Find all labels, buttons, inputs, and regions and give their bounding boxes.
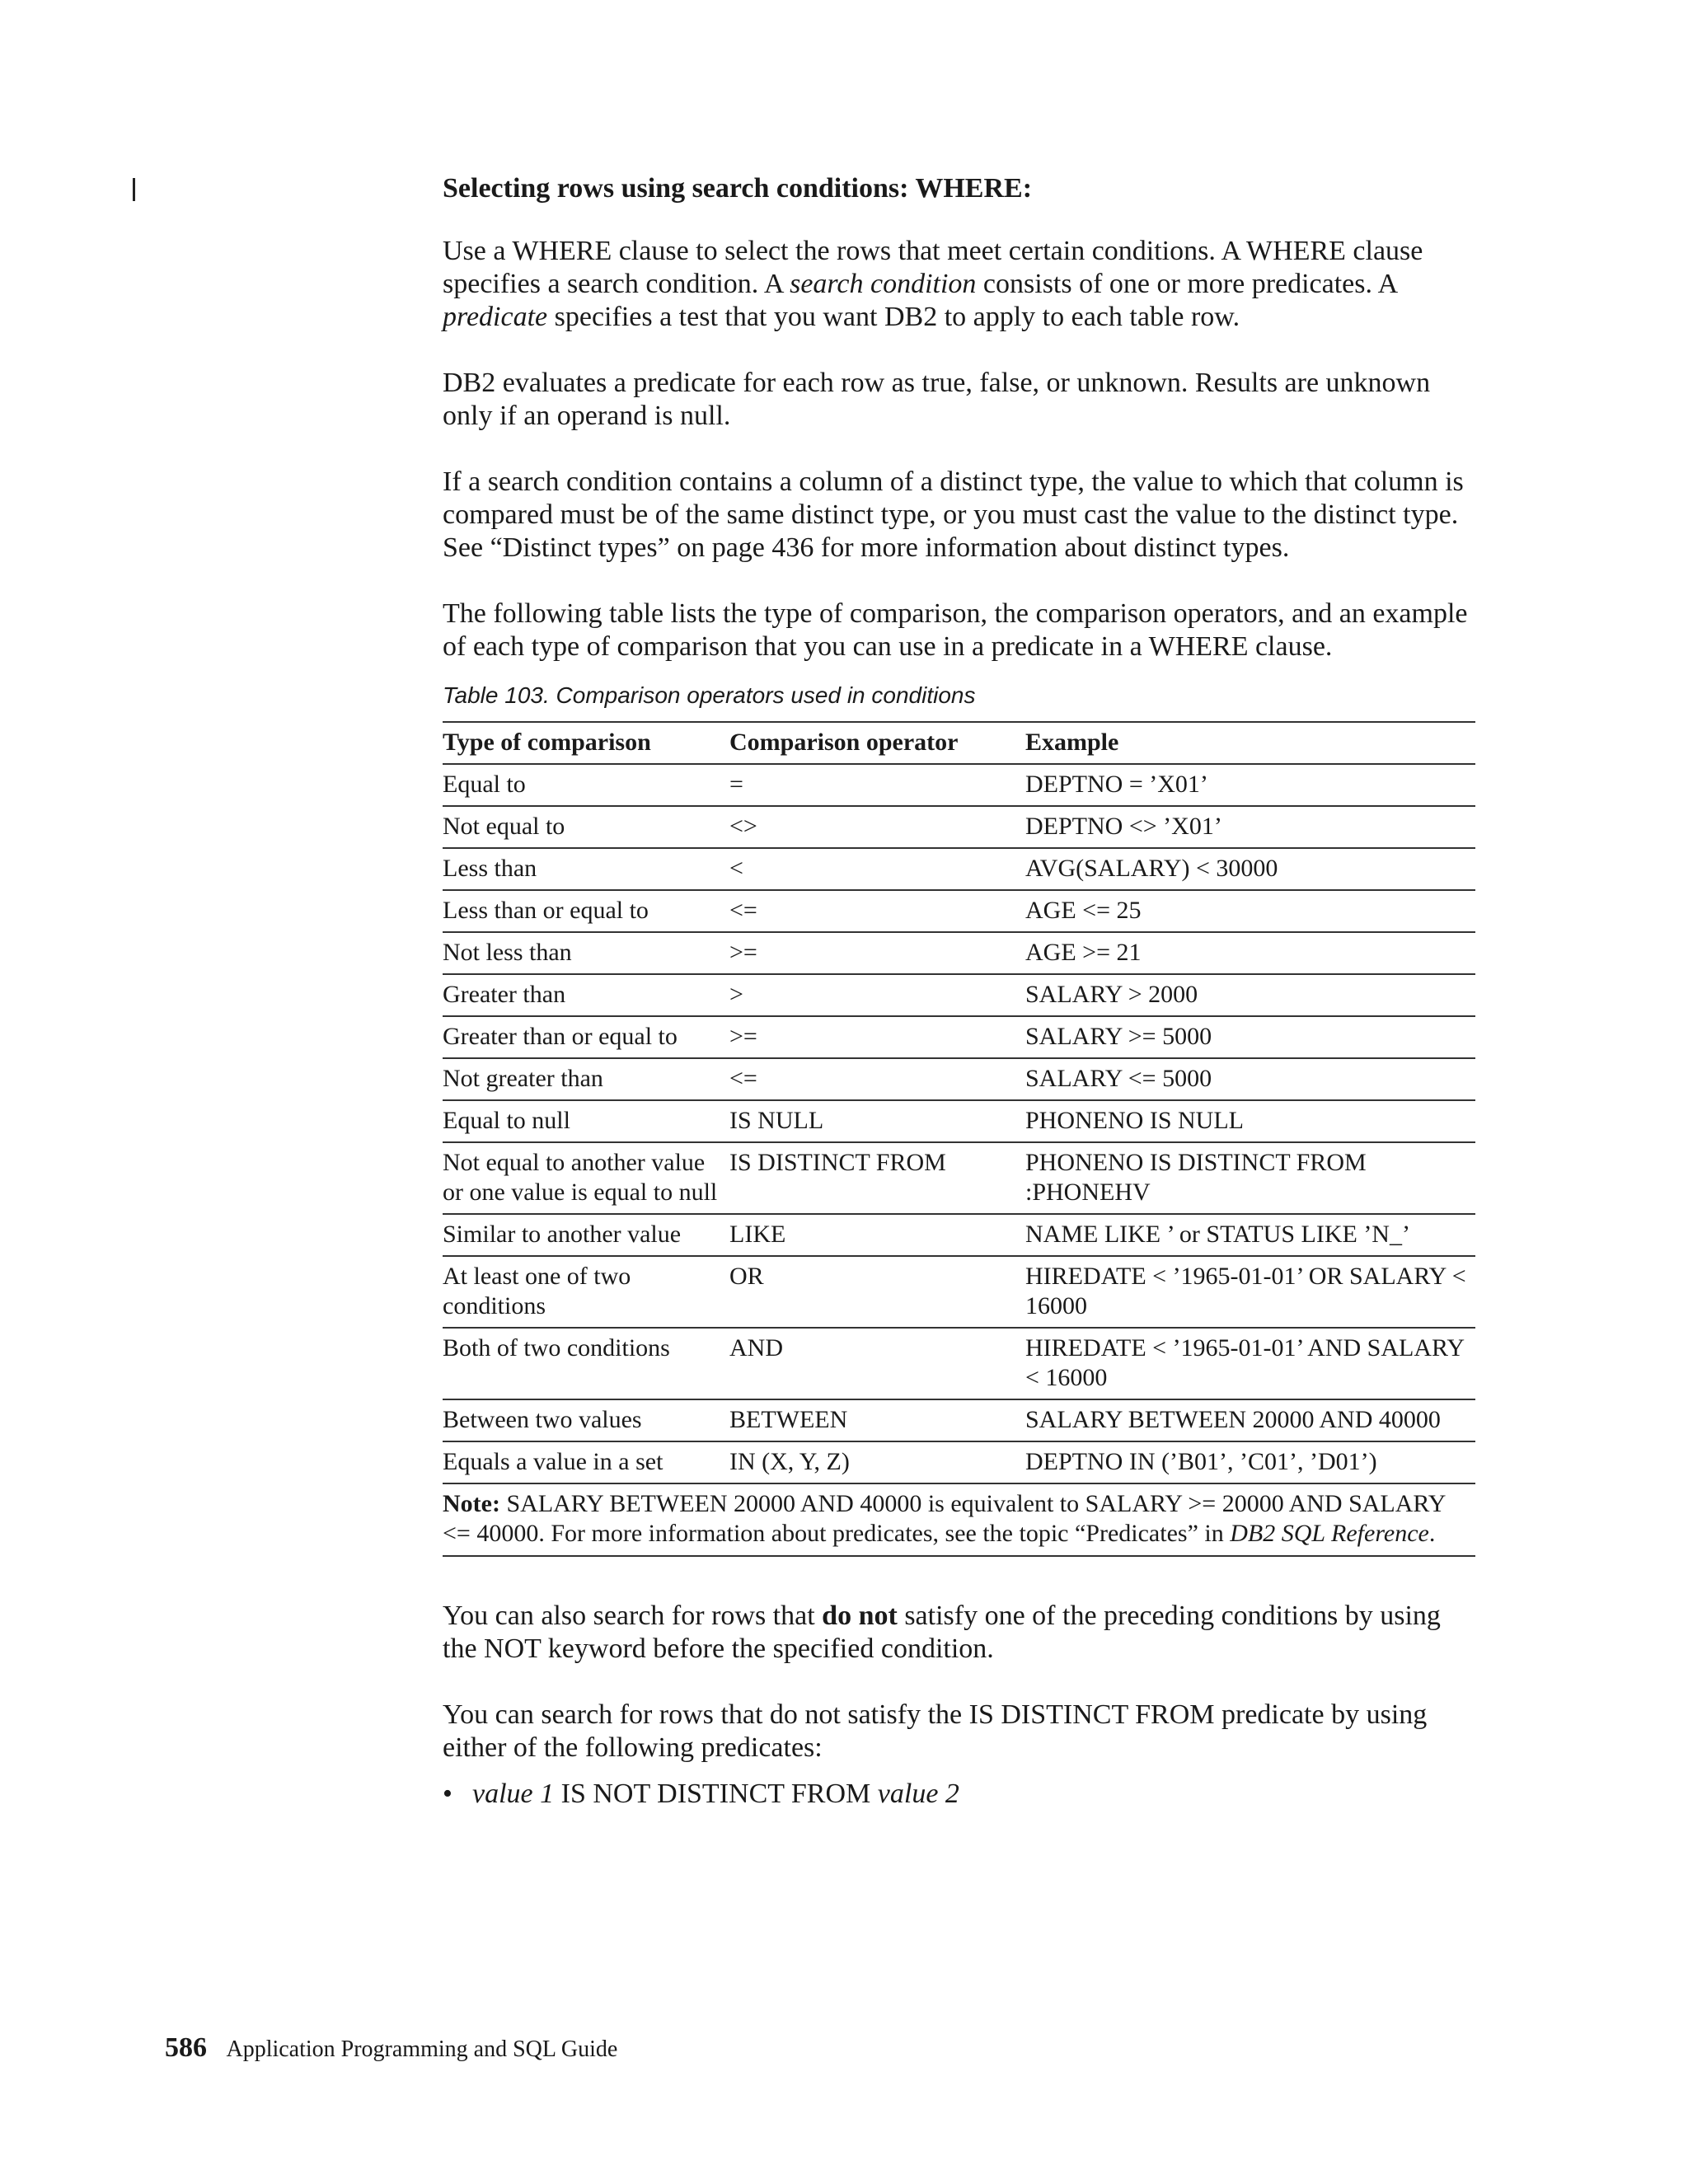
section-heading: Selecting rows using search conditions: WHERE: bbox=[443, 173, 1033, 204]
table-header-row bbox=[443, 722, 1475, 764]
placeholder-value-2: value 2 bbox=[877, 1779, 959, 1809]
cell-example: AGE <= 25 bbox=[1025, 890, 1475, 932]
paragraph-table-intro: The following table lists the type of comparison, the comparison operators, and an example of each type of comparison that you can use in a predicate in a WHERE clause. bbox=[443, 598, 1468, 662]
cell-operator: LIKE bbox=[729, 1214, 1025, 1256]
cell-operator: > bbox=[729, 974, 1025, 1016]
cell-type: At least one of two conditions bbox=[443, 1256, 729, 1328]
term-search-condition: search condition bbox=[790, 269, 977, 299]
emphasis-do-not: do not bbox=[822, 1601, 898, 1631]
revision-change-bar bbox=[133, 178, 135, 201]
page-content bbox=[443, 169, 1475, 1811]
cell-example: DEPTNO IN (’B01’, ’C01’, ’D01’) bbox=[1025, 1441, 1475, 1483]
cell-type: Less than or equal to bbox=[443, 890, 729, 932]
table-row bbox=[443, 806, 1475, 848]
text-run: specifies a test that you want DB2 to apply to each table row. bbox=[547, 302, 1240, 332]
comparison-operators-table bbox=[443, 721, 1475, 1557]
cell-operator: >= bbox=[729, 932, 1025, 974]
book-title: Application Programming and SQL Guide bbox=[226, 2036, 618, 2062]
note-reference-title: DB2 SQL Reference bbox=[1230, 1520, 1429, 1547]
table-row bbox=[443, 848, 1475, 890]
cell-operator: >= bbox=[729, 1016, 1025, 1058]
table-row bbox=[443, 1441, 1475, 1483]
cell-operator: IS DISTINCT FROM bbox=[729, 1142, 1025, 1214]
table-row bbox=[443, 1142, 1475, 1214]
cell-example: HIREDATE < ’1965-01-01’ OR SALARY < 16000 bbox=[1025, 1256, 1475, 1328]
predicate-list bbox=[443, 1778, 1475, 1811]
cell-example: SALARY > 2000 bbox=[1025, 974, 1475, 1016]
cell-operator: < bbox=[729, 848, 1025, 890]
page-number: 586 bbox=[165, 2032, 207, 2063]
paragraph-not-keyword bbox=[443, 1600, 1475, 1666]
cell-operator: BETWEEN bbox=[729, 1399, 1025, 1441]
term-predicate: predicate bbox=[443, 302, 548, 332]
list-item bbox=[443, 1778, 1475, 1811]
table-row bbox=[443, 890, 1475, 932]
cell-example: SALARY >= 5000 bbox=[1025, 1016, 1475, 1058]
column-header-type: Type of comparison bbox=[443, 722, 729, 764]
table-row bbox=[443, 1016, 1475, 1058]
table-row bbox=[443, 1328, 1475, 1399]
cell-example: AGE >= 21 bbox=[1025, 932, 1475, 974]
cell-operator: <= bbox=[729, 1058, 1025, 1100]
cell-example: PHONENO IS NULL bbox=[1025, 1100, 1475, 1142]
column-header-example: Example bbox=[1025, 722, 1475, 764]
table-row bbox=[443, 1256, 1475, 1328]
cell-type: Equal to null bbox=[443, 1100, 729, 1142]
table-caption: Table 103. Comparison operators used in conditions bbox=[443, 682, 976, 708]
cell-type: Greater than bbox=[443, 974, 729, 1016]
cell-operator: IS NULL bbox=[729, 1100, 1025, 1142]
paragraph-is-distinct-from: You can search for rows that do not satisfy the IS DISTINCT FROM predicate by using either of the following predicates: bbox=[443, 1699, 1428, 1763]
note-text: SALARY BETWEEN 20000 AND 40000 is equivalent to SALARY >= 20000 AND SALARY <= 40000. For more information about predicates, see the topic “Predicates” in bbox=[443, 1490, 1446, 1547]
cell-example: SALARY BETWEEN 20000 AND 40000 bbox=[1025, 1399, 1475, 1441]
table-row bbox=[443, 974, 1475, 1016]
paragraph-distinct-types: If a search condition contains a column of a distinct type, the value to which that column is compared must be of the same distinct type, or you must cast the value to the distinct type. See “Distinct types” on page 436 for more information about distinct types. bbox=[443, 466, 1464, 563]
table-row bbox=[443, 1399, 1475, 1441]
table-row bbox=[443, 1214, 1475, 1256]
cell-example: PHONENO IS DISTINCT FROM :PHONEHV bbox=[1025, 1142, 1475, 1214]
cell-operator: IN (X, Y, Z) bbox=[729, 1441, 1025, 1483]
column-header-operator: Comparison operator bbox=[729, 722, 1025, 764]
cell-type: Similar to another value bbox=[443, 1214, 729, 1256]
text-run: IS NOT DISTINCT FROM bbox=[554, 1779, 878, 1809]
cell-operator: <= bbox=[729, 890, 1025, 932]
paragraph-evaluation: DB2 evaluates a predicate for each row as true, false, or unknown. Results are unknown only if an operand is null. bbox=[443, 368, 1431, 431]
table-row bbox=[443, 1058, 1475, 1100]
cell-type: Greater than or equal to bbox=[443, 1016, 729, 1058]
cell-example: SALARY <= 5000 bbox=[1025, 1058, 1475, 1100]
cell-operator: AND bbox=[729, 1328, 1025, 1399]
cell-example: AVG(SALARY) < 30000 bbox=[1025, 848, 1475, 890]
cell-type: Not less than bbox=[443, 932, 729, 974]
placeholder-value-1: value 1 bbox=[472, 1779, 555, 1809]
cell-type: Equal to bbox=[443, 764, 729, 806]
cell-operator: = bbox=[729, 764, 1025, 806]
cell-type: Not greater than bbox=[443, 1058, 729, 1100]
cell-type: Equals a value in a set bbox=[443, 1441, 729, 1483]
paragraph-where-intro bbox=[443, 235, 1475, 334]
cell-type: Not equal to bbox=[443, 806, 729, 848]
cell-example: HIREDATE < ’1965-01-01’ AND SALARY < 16000 bbox=[1025, 1328, 1475, 1399]
page-footer bbox=[165, 2032, 617, 2066]
table-note-row bbox=[443, 1483, 1475, 1556]
cell-example: NAME LIKE ’ or STATUS LIKE ’N_’ bbox=[1025, 1214, 1475, 1256]
cell-type: Both of two conditions bbox=[443, 1328, 729, 1399]
table-note bbox=[443, 1483, 1475, 1556]
table-row bbox=[443, 932, 1475, 974]
note-end: . bbox=[1428, 1520, 1436, 1547]
cell-example: DEPTNO <> ’X01’ bbox=[1025, 806, 1475, 848]
cell-example: DEPTNO = ’X01’ bbox=[1025, 764, 1475, 806]
table-row bbox=[443, 1100, 1475, 1142]
cell-operator: <> bbox=[729, 806, 1025, 848]
text-run: You can also search for rows that bbox=[443, 1601, 823, 1631]
cell-type: Not equal to another value or one value is equal to null bbox=[443, 1142, 729, 1214]
bullet-icon: • bbox=[443, 1779, 452, 1809]
note-label: Note: bbox=[443, 1490, 500, 1517]
cell-type: Less than bbox=[443, 848, 729, 890]
text-run: consists of one or more predicates. A bbox=[976, 269, 1397, 299]
cell-operator: OR bbox=[729, 1256, 1025, 1328]
text-run: satisfy one of the preceding conditions by using the NOT keyword before the specified condition. bbox=[443, 1601, 1441, 1664]
cell-type: Between two values bbox=[443, 1399, 729, 1441]
text-run: Use a WHERE clause to select the rows that meet certain conditions. A WHERE clause specifies a search condition. A bbox=[443, 236, 1423, 299]
table-row bbox=[443, 764, 1475, 806]
